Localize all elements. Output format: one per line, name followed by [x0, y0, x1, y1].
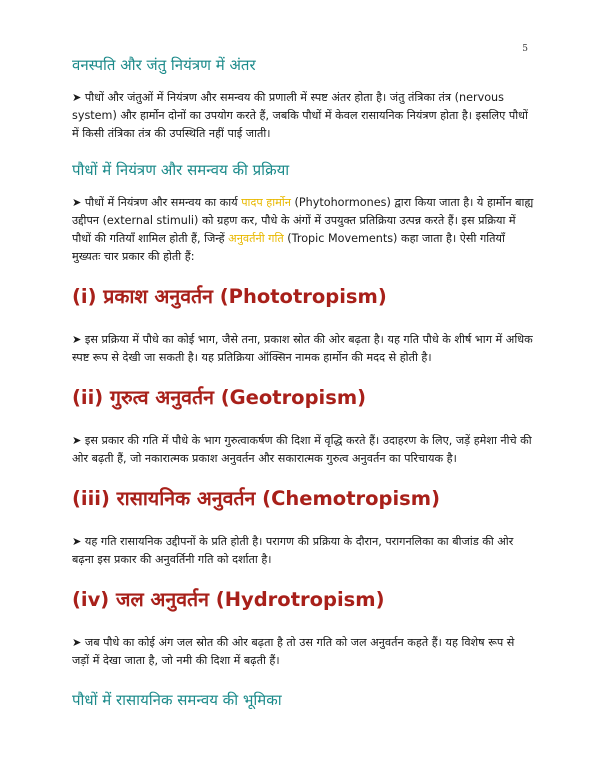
page-number: 5: [522, 44, 528, 54]
text-segment: ➤ पौधों में नियंत्रण और समन्वय का कार्य: [72, 196, 242, 209]
heading-geotropism: (ii) गुरुत्व अनुवर्तन (Geotropism): [72, 386, 367, 409]
document-body: [72, 54, 534, 711]
paragraph-hydrotropism: ➤ जब पौधे का कोई अंग जल स्रोत की ओर बढ़ता है तो उस गति को जल अनुवर्तन कहते हैं। यह विशेष रूप से जड़ों में देखा जाता है, जो नमी की दिशा में बढ़ती हैं।: [72, 636, 515, 667]
paragraph-plant-animal-difference: ➤ पौधों और जंतुओं में नियंत्रण और समन्वय की प्रणाली में स्पष्ट अंतर होता है। जंतु तंत्रिका तंत्र (nervous system) और हार्मोन दोनों का उपयोग करते हैं, जबकि पौधों में केवल रासायनिक नियंत्रण होता है। इसलिए पौधों में किसी तंत्रिका तंत्र की उपस्थिति नहीं पाई जाती।: [72, 91, 528, 140]
paragraph-phototropism: ➤ इस प्रक्रिया में पौधे का कोई भाग, जैसे तना, प्रकाश स्रोत की ओर बढ़ता है। यह गति पौधे के शीर्ष भाग में अधिक स्पष्ट रूप से देखी जा सकती है। यह प्रतिक्रिया ऑक्सिन नामक हार्मोन की मदद से होती है।: [72, 333, 533, 364]
highlight-tropic-movement: अनुवर्तनी गति: [228, 232, 284, 245]
paragraph-geotropism: ➤ इस प्रकार की गति में पौधे के भाग गुरुत्वाकर्षण की दिशा में वृद्धि करते हैं। उदाहरण के लिए, जड़ें हमेशा नीचे की ओर बढ़ती हैं, जो नकारात्मक प्रकाश अनुवर्तन और सकारात्मक गुरुत्व अनुवर्तन का परिचायक है।: [72, 434, 532, 465]
paragraph-chemotropism: ➤ यह गति रासायनिक उद्दीपनों के प्रति होती है। परागण की प्रक्रिया के दौरान, परागनलिका का बीजांड की ओर बढ़ना इस प्रकार की अनुवर्तिनी गति को दर्शाता है।: [72, 535, 514, 566]
section-heading-control-process: पौधों में नियंत्रण और समन्वय की प्रक्रिया: [72, 161, 290, 179]
text-segment: (Tropic Movements) कहा जाता है। ऐसी गतियाँ मुख्यतः चार प्रकार की होती हैं:: [72, 232, 505, 263]
highlight-phytohormones: पादप हार्मोन: [241, 196, 291, 209]
text-segment: (Phytohormones) द्वारा किया जाता है। ये हार्मोन बाह्य उद्दीपन (external stimuli) को ग्रहण कर, पौधे के अंगों में उपयुक्त प्रतिक्रिया उत्पन्न करते हैं। इस प्रक्रिया में पौधों की गतियाँ शामिल होती हैं, जिन्हें: [72, 196, 534, 245]
heading-hydrotropism: (iv) जल अनुवर्तन (Hydrotropism): [72, 588, 385, 611]
heading-phototropism: (i) प्रकाश अनुवर्तन (Phototropism): [72, 285, 387, 308]
heading-chemotropism: (iii) रासायनिक अनुवर्तन (Chemotropism): [72, 487, 441, 510]
paragraph-control-process: [72, 194, 534, 266]
section-heading-chemical-coordination: पौधों में रासायनिक समन्वय की भूमिका: [72, 691, 282, 709]
section-heading-plant-animal-difference: वनस्पति और जंतु नियंत्रण में अंतर: [72, 56, 256, 74]
